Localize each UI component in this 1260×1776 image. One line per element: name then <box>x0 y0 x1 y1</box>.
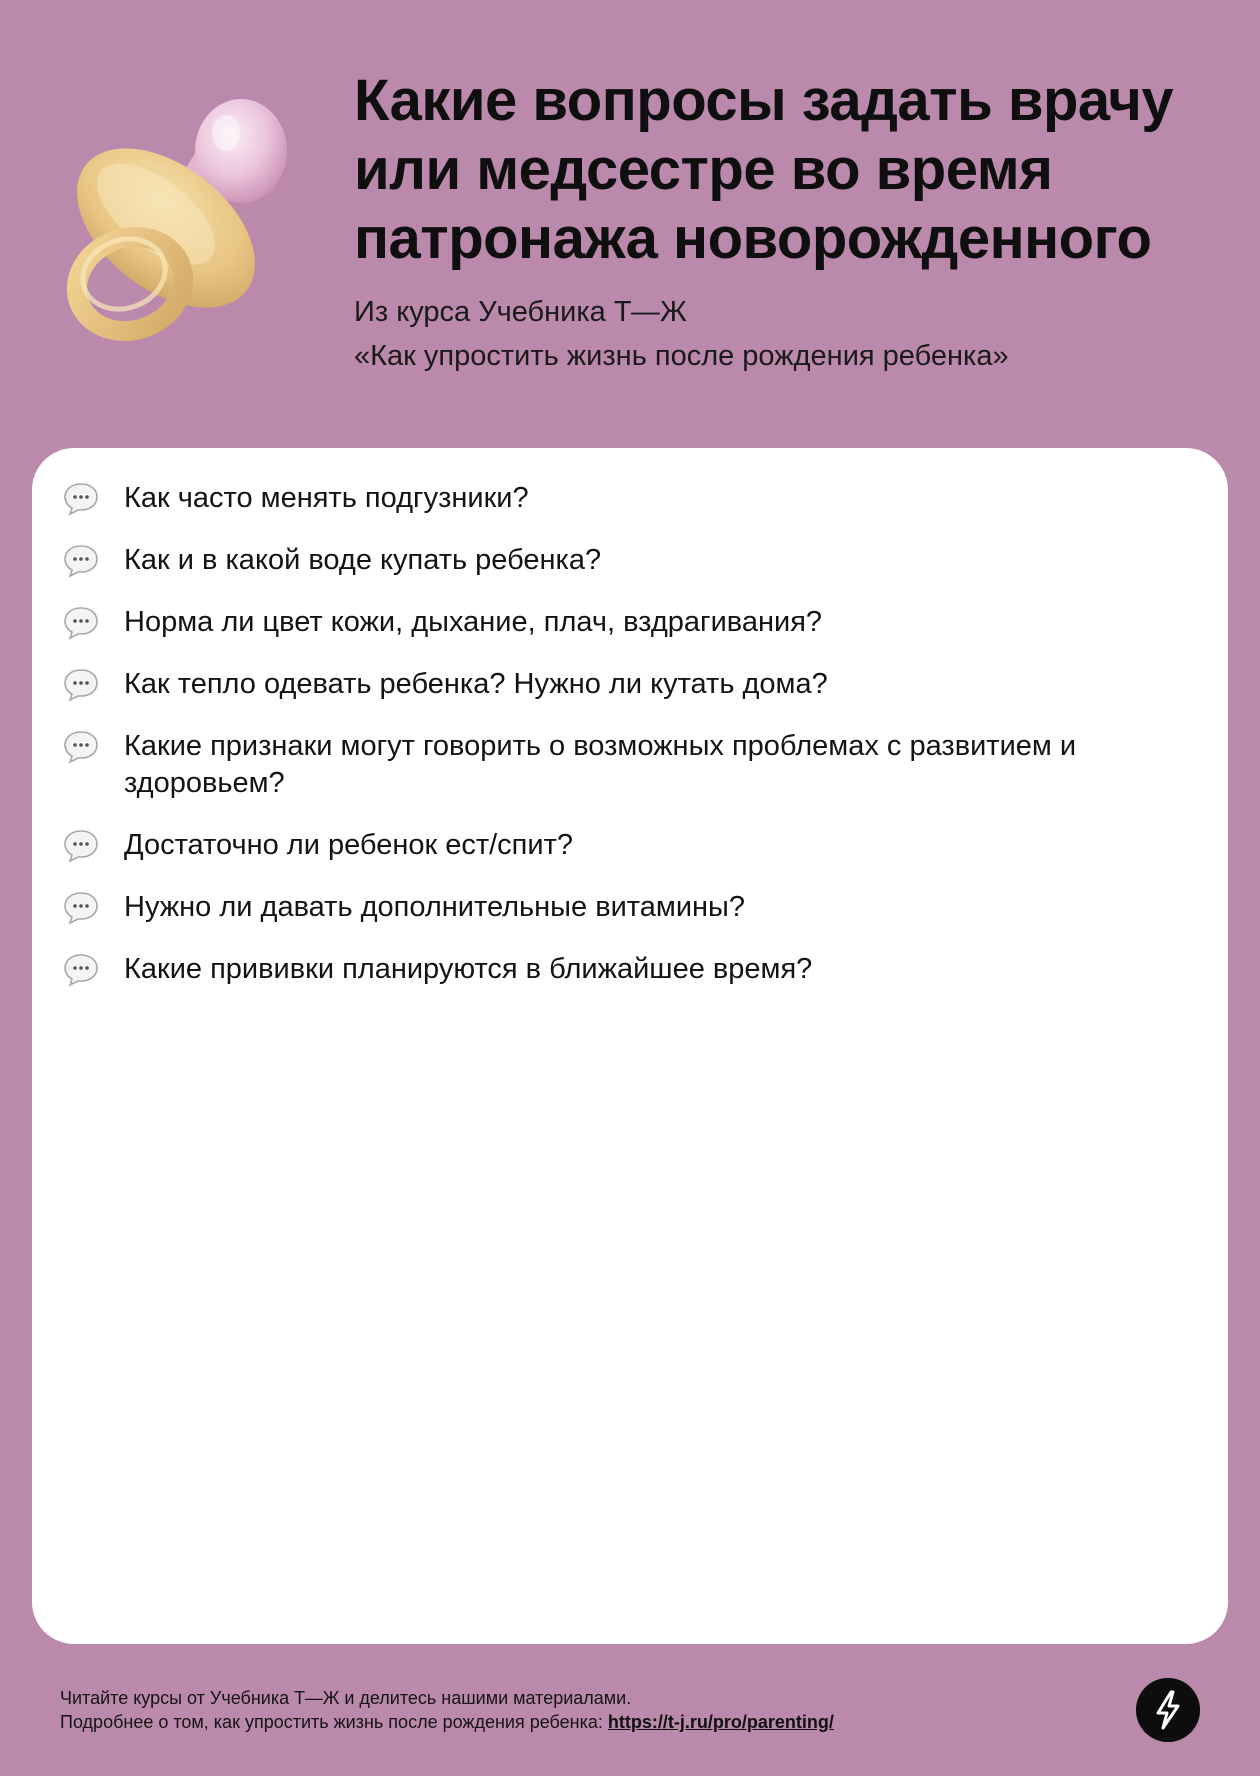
question-item <box>62 480 1204 517</box>
speech-bubble-icon <box>62 729 100 765</box>
question-item <box>62 889 1204 926</box>
header <box>0 0 1260 440</box>
speech-bubble-icon <box>62 667 100 703</box>
question-text: Норма ли цвет кожи, дыхание, плач, вздрагивания? <box>124 606 823 638</box>
speech-bubble-icon <box>62 543 100 579</box>
speech-bubble-icon <box>62 481 100 517</box>
subtitle-line: «Как упростить жизнь после рождения ребенка» <box>354 340 1009 372</box>
question-text: Какие признаки могут говорить о возможных проблемах с развитием и здоровьем? <box>124 730 1077 799</box>
title-line: или медсестре во время <box>354 137 1053 202</box>
question-item <box>62 666 1204 703</box>
speech-bubble-icon <box>62 828 100 864</box>
question-text: Как часто менять подгузники? <box>124 482 529 514</box>
footer-line <box>60 1710 1100 1734</box>
parenting-course-link[interactable]: https://t-j.ru/pro/parenting/ <box>607 1712 834 1732</box>
question-item <box>62 827 1204 864</box>
questions-card <box>32 448 1228 1644</box>
speech-bubble-icon <box>62 890 100 926</box>
question-item <box>62 951 1204 988</box>
speech-bubble-icon <box>62 605 100 641</box>
title-line: Какие вопросы задать врачу <box>354 68 1174 133</box>
question-text: Нужно ли давать дополнительные витамины? <box>124 891 746 923</box>
question-item <box>62 728 1204 802</box>
speech-bubble-icon <box>62 952 100 988</box>
question-item <box>62 604 1204 641</box>
question-text: Какие прививки планируются в ближайшее время? <box>124 953 813 985</box>
subtitle-line: Из курса Учебника Т—Ж <box>354 296 687 328</box>
question-text: Достаточно ли ребенок ест/спит? <box>124 829 573 861</box>
title-line: патронажа новорожденного <box>354 206 1152 271</box>
question-text: Как и в какой воде купать ребенка? <box>124 544 602 576</box>
lightning-logo-icon <box>1136 1678 1200 1742</box>
pacifier-icon <box>48 88 308 358</box>
page-title <box>354 66 1234 273</box>
course-subtitle <box>354 290 1234 378</box>
questions-list <box>32 448 1228 988</box>
footer-text: Подробнее о том, как упростить жизнь после рождения ребенка: <box>60 1712 608 1732</box>
footer <box>60 1686 1100 1734</box>
footer-line: Читайте курсы от Учебника Т—Ж и делитесь нашими материалами. <box>60 1688 632 1708</box>
question-item <box>62 542 1204 579</box>
question-text: Как тепло одевать ребенка? Нужно ли кутать дома? <box>124 668 828 700</box>
